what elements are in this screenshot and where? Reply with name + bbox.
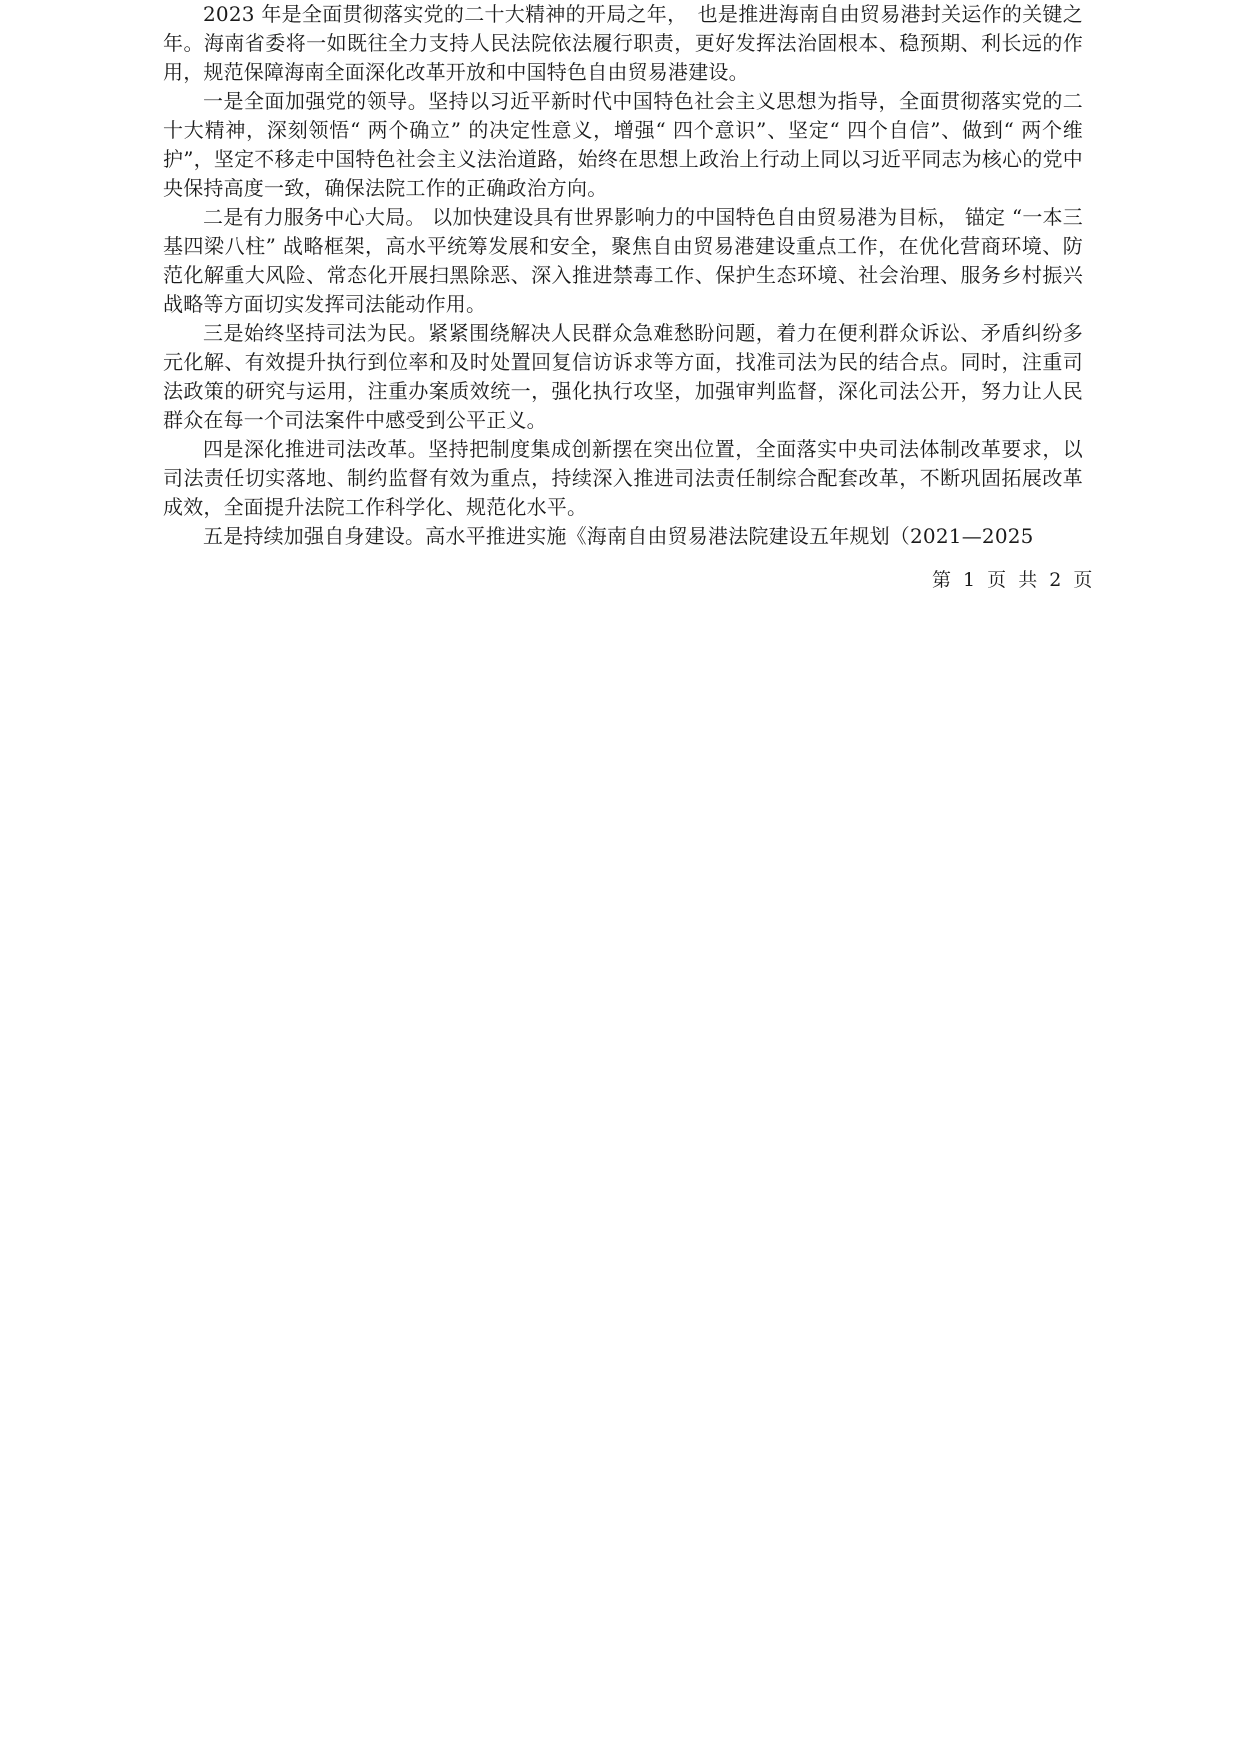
body-text <box>163 0 1083 551</box>
paragraph-serve-overall: 二是有力服务中心大局。 以加快建设具有世界影响力的中国特色自由贸易港为目标， 锚定 “一本三基四梁八柱” 战略框架，高水平统筹发展和安全，聚焦自由贸易港建设重点工作，在优化营商环境、防范化解重大风险、常态化开展扫黑除恶、深入推进禁毒工作、保护生态环境、社会治理、服务乡村振兴战略等方面切实发挥司法能动作用。 <box>163 205 1083 316</box>
paragraph-intro: 2023 年是全面贯彻落实党的二十大精神的开局之年， 也是推进海南自由贸易港封关运作的关键之年。海南省委将一如既往全力支持人民法院依法履行职责，更好发挥法治固根本、稳预期、利长远的作用，规范保障海南全面深化改革开放和中国特色自由贸易港建设。 <box>163 2 1083 84</box>
paragraph-party-leadership: 一是全面加强党的领导。坚持以习近平新时代中国特色社会主义思想为指导，全面贯彻落实党的二十大精神，深刻领悟“ 两个确立” 的决定性意义，增强“ 四个意识”、坚定“ 四个自信”、做到“ 两个维护”，坚定不移走中国特色社会主义法治道路，始终在思想上政治上行动上同以习近平同志为核心的党中央保持高度一致，确保法院工作的正确政治方向。 <box>163 89 1083 200</box>
page-number-footer: 第 1 页 共 2 页 <box>932 569 1096 591</box>
paragraph-justice-for-people: 三是始终坚持司法为民。紧紧围绕解决人民群众急难愁盼问题，着力在便利群众诉讼、矛盾纠纷多元化解、有效提升执行到位率和及时处置回复信访诉求等方面，找准司法为民的结合点。同时，注重司法政策的研究与运用，注重办案质效统一，强化执行攻坚，加强审判监督，深化司法公开，努力让人民群众在每一个司法案件中感受到公平正义。 <box>163 321 1083 432</box>
paragraph-self-building: 五是持续加强自身建设。高水平推进实施《海南自由贸易港法院建设五年规划（2021—2025 <box>203 524 1034 548</box>
paragraph-judicial-reform: 四是深化推进司法改革。坚持把制度集成创新摆在突出位置，全面落实中央司法体制改革要求，以司法责任切实落地、制约监督有效为重点，持续深入推进司法责任制综合配套改革，不断巩固拓展改革成效，全面提升法院工作科学化、规范化水平。 <box>163 437 1083 519</box>
